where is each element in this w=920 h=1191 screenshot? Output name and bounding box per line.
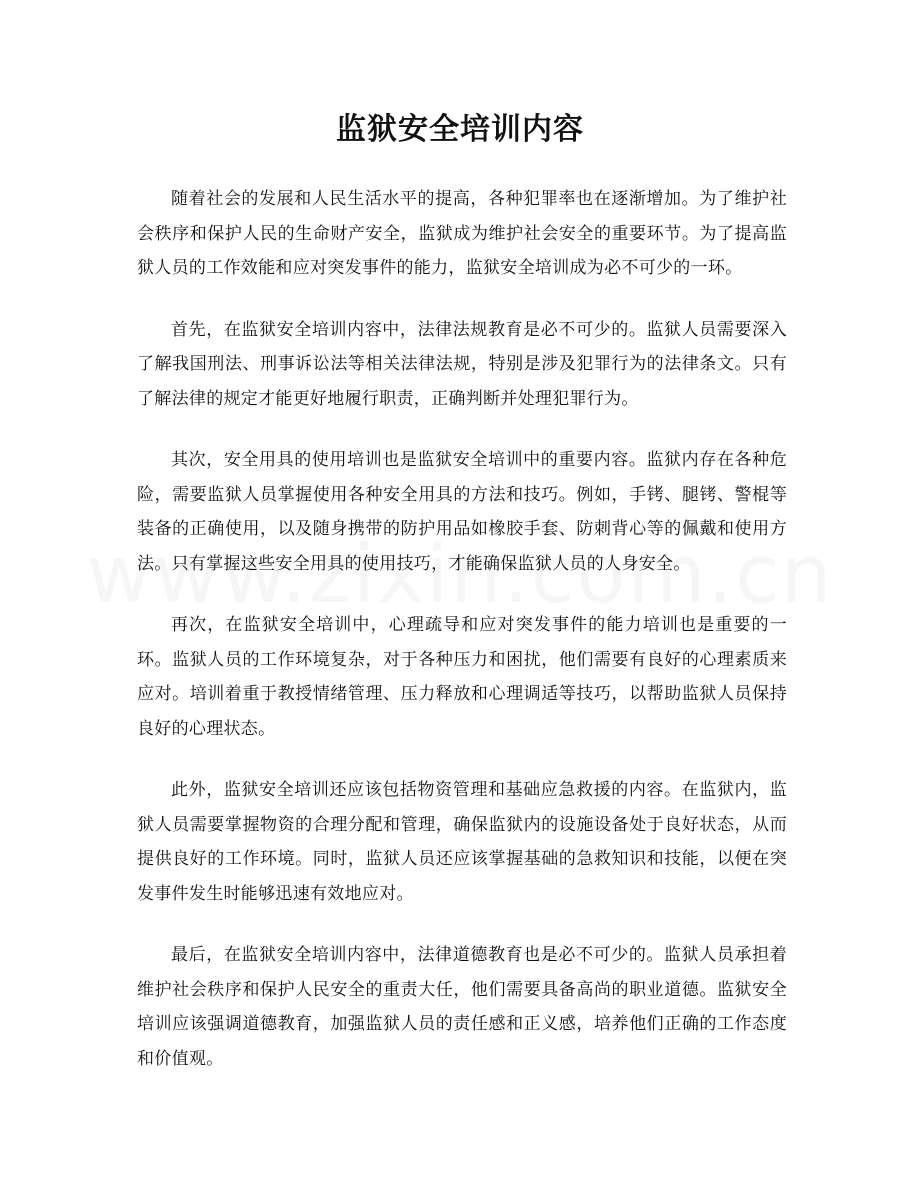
paragraph-2: 首先，在监狱安全培训内容中，法律法规教育是必不可少的。监狱人员需要深入了解我国刑法、刑事诉讼法等相关法律法规，特别是涉及犯罪行为的法律条文。只有了解法律的规定才能更好地履行职责，正确判断并处理犯罪行为。 (137, 319, 787, 409)
page-title: 监狱安全培训内容 (336, 112, 584, 147)
paragraph-1: 随着社会的发展和人民生活水平的提高，各种犯罪率也在逐渐增加。为了维护社会秩序和保护人民的生命财产安全，监狱成为维护社会安全的重要环节。为了提高监狱人员的工作效能和应对突发事件的能力，监狱安全培训成为必不可少的一环。 (137, 189, 787, 278)
paragraph-3: 其次，安全用具的使用培训也是监狱安全培训中的重要内容。监狱内存在各种危险，需要监狱人员掌握使用各种安全用具的方法和技巧。例如，手铐、腿铐、警棍等装备的正确使用，以及随身携带的防护用品如橡胶手套、防刺背心等的佩戴和使用方法。只有掌握这些安全用具的使用技巧，才能确保监狱人员的人身安全。 (137, 450, 787, 574)
paragraph-6: 最后，在监狱安全培训内容中，法律道德教育也是必不可少的。监狱人员承担着维护社会秩序和保护人民安全的重责大任，他们需要具备高尚的职业道德。监狱安全培训应该强调道德教育，加强监狱人员的责任感和正义感，培养他们正确的工作态度和价值观。 (137, 945, 787, 1069)
paragraph-4: 再次，在监狱安全培训中，心理疏导和应对突发事件的能力培训也是重要的一环。监狱人员的工作环境复杂，对于各种压力和困扰，他们需要有良好的心理素质来应对。培训着重于教授情绪管理、压力释放和心理调适等技巧，以帮助监狱人员保持良好的心理状态。 (137, 615, 787, 739)
document-body (137, 182, 787, 1103)
paragraph-5: 此外，监狱安全培训还应该包括物资管理和基础应急救援的内容。在监狱内，监狱人员需要掌握物资的合理分配和管理，确保监狱内的设施设备处于良好状态，从而提供良好的工作环境。同时，监狱人员还应该掌握基础的急救知识和技能，以便在突发事件发生时能够迅速有效地应对。 (137, 780, 787, 904)
